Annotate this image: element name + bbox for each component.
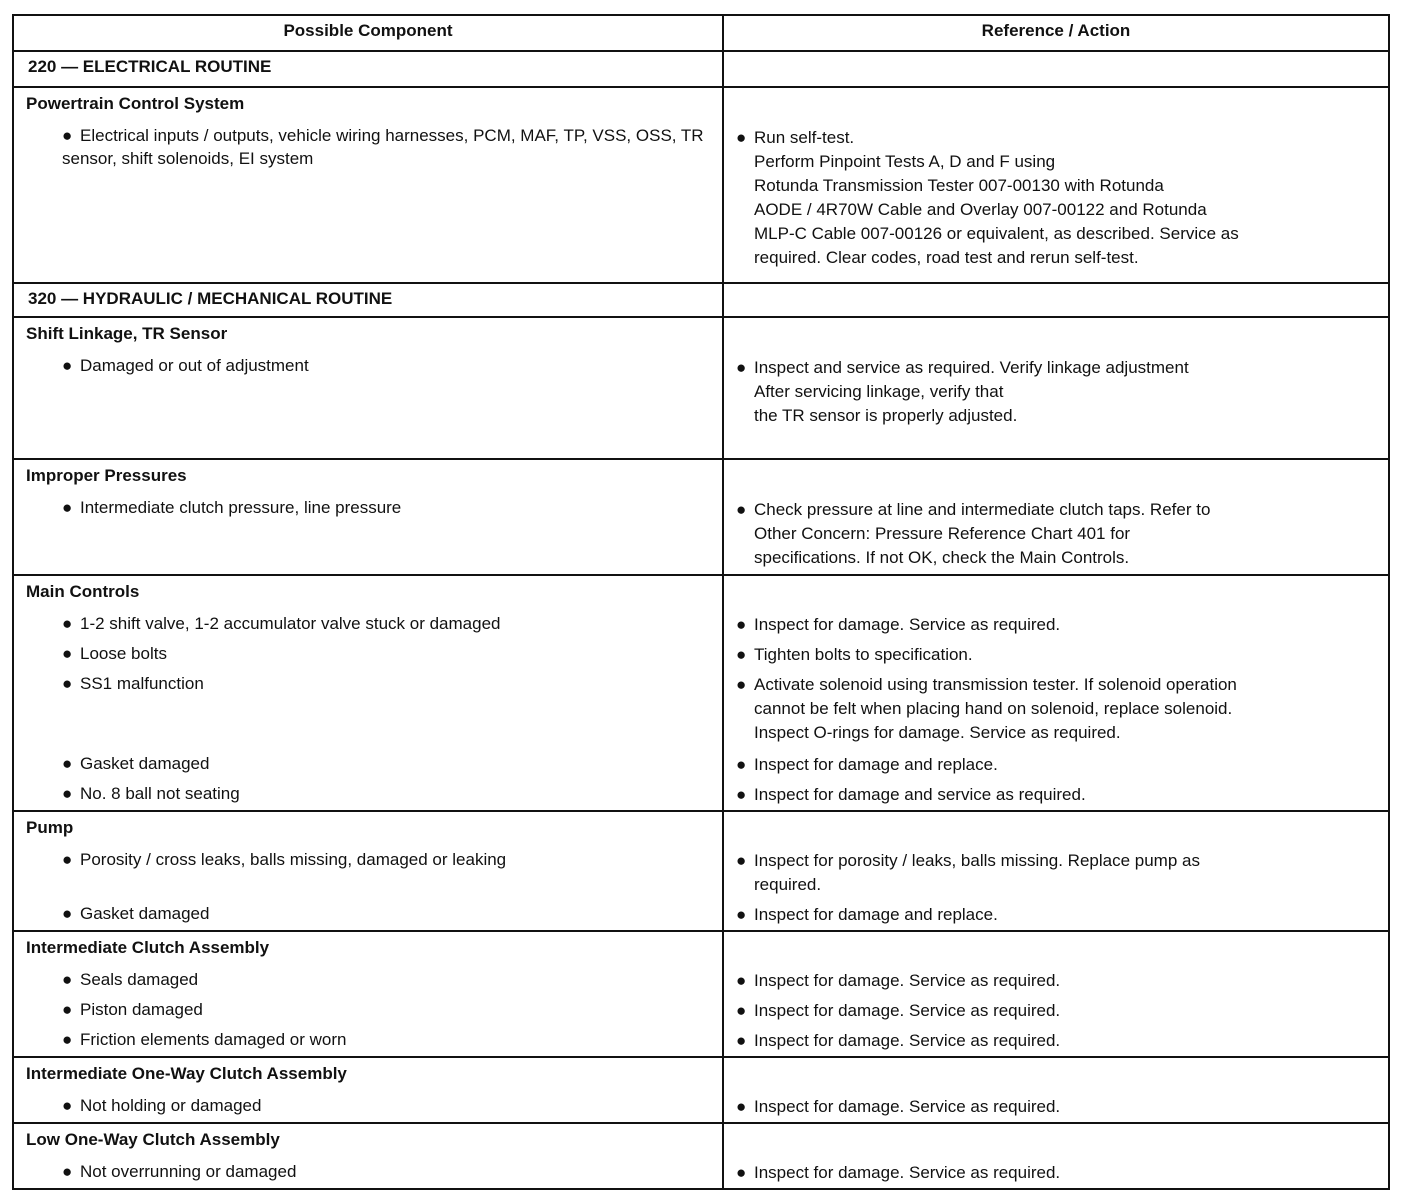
group-title: Intermediate Clutch Assembly [26,938,270,957]
component-cell [14,576,722,810]
action-item: ● Inspect for damage. Service as required. [736,613,1378,637]
action-cell [724,1124,1388,1188]
component-cell [14,812,722,930]
group-title: Shift Linkage, TR Sensor [26,324,228,343]
component-item: ● Intermediate clutch pressure, line pressure [62,498,402,517]
bullet-icon: ● [736,500,747,519]
bullet-icon: ● [62,126,73,145]
bullet-icon: ● [62,1096,73,1115]
group-row [14,930,1388,1056]
bullet-icon: ● [62,674,73,693]
component-cell [14,318,722,458]
action-cell [724,318,1388,458]
group-title: Improper Pressures [26,466,187,485]
component-cell [14,460,722,574]
bullet-icon: ● [736,1163,747,1182]
action-cell [724,88,1388,282]
bullet-icon: ● [736,905,747,924]
action-item: ● Inspect and service as required. Verify linkage adjustment After servicing linkage, verify that the TR sensor is properly adjusted. [736,358,1189,425]
component-item: ● Seals damaged [62,970,199,989]
component-item: ● Loose bolts [62,644,167,663]
bullet-icon: ● [62,614,73,633]
action-item: ● Activate solenoid using transmission tester. If solenoid operation cannot be felt when placing hand on solenoid, replace solenoid. Inspect O-rings for damage. Service as required. [736,675,1237,742]
bullet-icon: ● [62,1162,73,1181]
action-item: ● Inspect for damage and replace. [736,753,1378,777]
section-title: 220 — ELECTRICAL ROUTINE [28,57,272,76]
group-title: Main Controls [26,582,140,601]
bullet-icon: ● [62,1030,73,1049]
group-row [14,810,1388,930]
component-cell [14,1058,722,1122]
action-item: ● Inspect for damage. Service as required. [736,1095,1378,1119]
bullet-icon: ● [736,1097,747,1116]
component-item: ● Porosity / cross leaks, balls missing, damaged or leaking [62,850,507,869]
bullet-icon: ● [736,755,747,774]
action-item: ● Inspect for damage. Service as required. [736,1029,1378,1053]
section-title: 320 — HYDRAULIC / MECHANICAL ROUTINE [28,289,393,308]
bullet-icon: ● [736,128,747,147]
group-row [14,316,1388,458]
action-item: ● Inspect for damage. Service as required. [736,1161,1378,1185]
bullet-icon: ● [736,675,747,694]
group-title: Pump [26,818,74,837]
component-item: ● Not holding or damaged [62,1096,262,1115]
bullet-icon: ● [736,615,747,634]
bullet-icon: ● [62,644,73,663]
group-title: Intermediate One-Way Clutch Assembly [26,1064,347,1083]
component-item: ● No. 8 ball not seating [62,784,240,803]
action-item: ● Tighten bolts to specification. [736,643,1378,667]
action-item: ● Inspect for porosity / leaks, balls missing. Replace pump as required. [736,851,1200,894]
section-row [14,282,1388,316]
action-item: ● Inspect for damage and service as required. [736,783,1378,807]
bullet-icon: ● [62,498,73,517]
action-cell [724,932,1388,1056]
bullet-icon: ● [62,904,73,923]
group-row [14,458,1388,574]
header-possible-component: Possible Component [283,21,453,40]
bullet-icon: ● [62,356,73,375]
group-row [14,1122,1388,1188]
bullet-icon: ● [62,970,73,989]
section-row [14,50,1388,86]
component-item: ● Piston damaged [62,1000,203,1019]
bullet-icon: ● [62,754,73,773]
group-title: Powertrain Control System [26,94,245,113]
component-cell [14,932,722,1056]
bullet-icon: ● [736,1001,747,1020]
component-item: ● Damaged or out of adjustment [62,356,309,375]
bullet-icon: ● [736,851,747,870]
action-cell [724,812,1388,930]
bullet-icon: ● [62,1000,73,1019]
bullet-icon: ● [736,785,747,804]
bullet-icon: ● [736,1031,747,1050]
action-item: ● Check pressure at line and intermediate clutch taps. Refer to Other Concern: Pressure Reference Chart 401 for specifications. If not OK, check the Main Controls. [736,500,1211,567]
action-cell [724,576,1388,810]
component-item: ● Friction elements damaged or worn [62,1030,347,1049]
action-item: ● Inspect for damage. Service as required. [736,999,1378,1023]
group-row [14,1056,1388,1122]
component-item: ● SS1 malfunction [62,674,204,693]
bullet-icon: ● [736,971,747,990]
header-row [14,16,1388,50]
component-cell [14,88,722,282]
bullet-icon: ● [736,358,747,377]
action-item: ● Run self-test. Perform Pinpoint Tests A, D and F using Rotunda Transmission Tester 007-00130 with Rotunda AODE / 4R70W Cable and Overlay 007-00122 and Rotunda MLP-C Cable 007-00126 or equivalent, as described. Service as required. Clear codes, road test and rerun self-test. [736,128,1239,267]
group-row [14,86,1388,282]
action-cell [724,1058,1388,1122]
component-cell [14,1124,722,1188]
group-title: Low One-Way Clutch Assembly [26,1130,280,1149]
bullet-icon: ● [736,645,747,664]
group-row [14,574,1388,810]
bullet-icon: ● [62,784,73,803]
component-item: ● 1-2 shift valve, 1-2 accumulator valve stuck or damaged [62,614,501,633]
component-item: ● Not overrunning or damaged [62,1162,297,1181]
component-item: ● Electrical inputs / outputs, vehicle wiring harnesses, PCM, MAF, TP, VSS, OSS, TR sensor, shift solenoids, EI system [62,126,704,168]
action-item: ● Inspect for damage and replace. [736,903,1378,927]
action-cell [724,460,1388,574]
action-item: ● Inspect for damage. Service as required. [736,969,1378,993]
diagnosis-table [12,14,1390,1190]
component-item: ● Gasket damaged [62,904,210,923]
bullet-icon: ● [62,850,73,869]
header-reference-action: Reference / Action [981,21,1131,40]
component-item: ● Gasket damaged [62,754,210,773]
